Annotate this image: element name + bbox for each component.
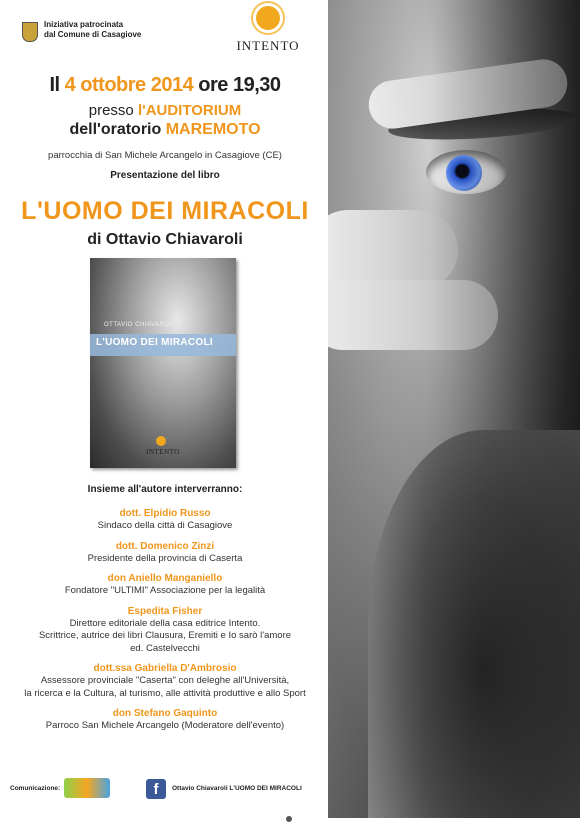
cover-title: L'UOMO DEI MIRACOLI (96, 337, 213, 348)
speakers-intro: Insieme all'autore interverranno: (87, 484, 243, 495)
speaker-role: Parroco San Michele Arcangelo (Moderatore dell'evento) (45, 720, 285, 731)
bottom-dot (286, 816, 292, 822)
speaker-item (0, 605, 330, 656)
venue-line-1 (0, 102, 330, 119)
speaker-role: Fondatore "ULTIMI" Associazione per la legalità (64, 585, 266, 596)
sponsor-line-1: Iniziativa patrocinata (44, 20, 124, 29)
publisher-name: INTENTO (236, 38, 300, 53)
speaker-role: Direttore editoriale della casa editrice Intento. (69, 617, 261, 629)
venue2-name: MAREMOTO (165, 121, 261, 138)
sponsor-line-2: dal Comune di Casagiove (44, 30, 142, 39)
speaker-role: Presidente della provincia di Caserta (87, 552, 243, 564)
speaker-name: dott.ssa Gabriella D'Ambrosio (93, 663, 237, 674)
speaker-item (0, 707, 330, 733)
sun-logo-icon (256, 6, 280, 30)
speaker-item (0, 540, 330, 566)
facebook-page-text[interactable]: Ottavio Chiavaroli L'UOMO DEI MIRACOLI (172, 785, 302, 792)
cover-publisher: INTENTO (146, 448, 180, 456)
speaker-role-line-3: ed. Castelvecchi (130, 642, 200, 654)
speaker-item (0, 507, 330, 533)
venue-line-2 (0, 121, 330, 139)
cover-author: OTTAVIO CHIAVAROLI (104, 322, 176, 328)
speaker-name: don Stefano Gaquinto (112, 708, 218, 719)
venue-prefix: presso (88, 102, 138, 119)
cover-sun-icon (156, 436, 166, 446)
speaker-name: dott. Elpidio Russo (119, 508, 211, 519)
speaker-role: Assessore provinciale "Caserta" con deleghe all'Università, (40, 675, 290, 686)
sponsor-text (44, 20, 174, 40)
photo-shading (328, 0, 580, 818)
speakers-list (0, 484, 330, 740)
speaker-name: don Aniello Manganiello (107, 573, 223, 584)
venue2-prefix: dell'oratorio (69, 121, 166, 138)
book-title: L'UOMO DEI MIRACOLI (21, 197, 309, 225)
speaker-role: Sindaco della città di Casagiove (97, 520, 233, 531)
event-date (0, 74, 330, 97)
speaker-name: dott. Domenico Zinzi (115, 540, 215, 552)
cover-portrait-photo (328, 0, 580, 818)
communication-partner-logo (64, 778, 110, 798)
speaker-role-line-2: Scrittrice, autrice dei libri Clausura, Eremiti e Io sarò l'amore (38, 630, 292, 641)
publisher-logo (228, 6, 308, 54)
speaker-role-line-2: la ricerca e la Cultura, al turismo, alle attività produttive e allo Sport (24, 687, 306, 699)
footer (0, 776, 330, 802)
speaker-name: Espedita Fisher (127, 605, 203, 617)
speaker-item (0, 572, 330, 598)
coat-of-arms-icon (22, 22, 38, 42)
facebook-icon[interactable]: f (146, 779, 166, 799)
book-cover (90, 258, 236, 468)
time-value: ore 19,30 (193, 74, 281, 96)
speaker-item (0, 662, 330, 700)
venue-name: l'AUDITORIUM (137, 102, 242, 119)
presentation-label: Presentazione del libro (110, 170, 220, 181)
communication-label: Comunicazione: (10, 785, 61, 792)
date-prefix: Il (49, 74, 65, 96)
date-value: 4 ottobre 2014 (64, 74, 194, 96)
book-author: di Ottavio Chiavaroli (87, 231, 243, 248)
parish-line: parrocchia di San Michele Arcangelo in Casagiove (CE) (48, 150, 282, 161)
